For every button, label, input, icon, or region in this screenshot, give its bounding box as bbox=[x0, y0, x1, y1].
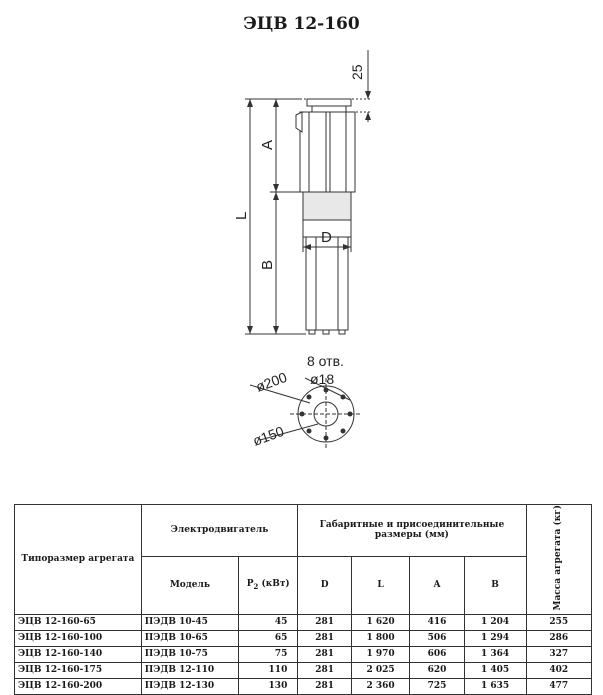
table-row bbox=[15, 662, 592, 678]
row-mass: 327 bbox=[526, 646, 591, 662]
row-l: 1 620 bbox=[351, 614, 410, 630]
row-model: ПЭДВ 10-45 bbox=[141, 614, 238, 630]
row-model: ПЭДВ 12-110 bbox=[141, 662, 238, 678]
col-a: A bbox=[410, 556, 464, 614]
row-mass: 255 bbox=[526, 614, 591, 630]
row-model: ПЭДВ 10-75 bbox=[141, 646, 238, 662]
col-mass: Масса агрегата (кг) bbox=[526, 505, 591, 615]
row-type: ЭЦВ 12-160-140 bbox=[15, 646, 142, 662]
col-l: L bbox=[351, 556, 410, 614]
dim-b: B bbox=[259, 259, 276, 270]
dim-a: A bbox=[259, 139, 276, 150]
row-a: 416 bbox=[410, 614, 464, 630]
row-p2: 45 bbox=[239, 614, 298, 630]
holes-label: 8 отв. bbox=[307, 353, 344, 369]
row-a: 620 bbox=[410, 662, 464, 678]
dim-l: L bbox=[233, 211, 250, 220]
page-title: ЭЦВ 12-160 bbox=[243, 14, 360, 34]
row-model: ПЭДВ 12-130 bbox=[141, 678, 238, 694]
row-b: 1 364 bbox=[464, 646, 526, 662]
row-a: 506 bbox=[410, 630, 464, 646]
row-mass: 286 bbox=[526, 630, 591, 646]
col-d: D bbox=[298, 556, 352, 614]
table-row bbox=[15, 630, 592, 646]
row-d: 281 bbox=[298, 678, 352, 694]
row-l: 1 970 bbox=[351, 646, 410, 662]
row-b: 1 405 bbox=[464, 662, 526, 678]
row-a: 606 bbox=[410, 646, 464, 662]
row-d: 281 bbox=[298, 646, 352, 662]
col-type: Типоразмер агрегата bbox=[15, 505, 142, 615]
dim-d: D bbox=[321, 229, 332, 246]
row-type: ЭЦВ 12-160-100 bbox=[15, 630, 142, 646]
row-p2: 130 bbox=[239, 678, 298, 694]
table-row bbox=[15, 614, 592, 630]
row-p2: 65 bbox=[239, 630, 298, 646]
row-b: 1 294 bbox=[464, 630, 526, 646]
row-mass: 477 bbox=[526, 678, 591, 694]
row-p2: 110 bbox=[239, 662, 298, 678]
row-type: ЭЦВ 12-160-200 bbox=[15, 678, 142, 694]
row-l: 2 360 bbox=[351, 678, 410, 694]
row-d: 281 bbox=[298, 630, 352, 646]
pump-body bbox=[300, 112, 355, 192]
row-a: 725 bbox=[410, 678, 464, 694]
row-p2: 75 bbox=[239, 646, 298, 662]
spec-table bbox=[14, 504, 592, 695]
table-row bbox=[15, 678, 592, 694]
row-type: ЭЦВ 12-160-175 bbox=[15, 662, 142, 678]
table-row bbox=[15, 646, 592, 662]
col-dims: Габаритные и присоединительные размеры (мм) bbox=[298, 505, 526, 557]
row-mass: 402 bbox=[526, 662, 591, 678]
row-type: ЭЦВ 12-160-65 bbox=[15, 614, 142, 630]
row-model: ПЭДВ 10-65 bbox=[141, 630, 238, 646]
col-p2: $P_2$ (кВт) bbox=[239, 556, 298, 614]
inner-d150: ø150 bbox=[250, 422, 287, 449]
col-model: Модель bbox=[141, 556, 238, 614]
row-d: 281 bbox=[298, 662, 352, 678]
col-b: B bbox=[464, 556, 526, 614]
col-motor: Электродвигатель bbox=[141, 505, 298, 557]
bolt-circle-d200: ø200 bbox=[253, 368, 290, 395]
row-b: 1 635 bbox=[464, 678, 526, 694]
row-l: 2 025 bbox=[351, 662, 410, 678]
row-l: 1 800 bbox=[351, 630, 410, 646]
strainer bbox=[303, 192, 351, 220]
row-b: 1 204 bbox=[464, 614, 526, 630]
dim-25: 25 bbox=[349, 64, 365, 80]
motor-body bbox=[306, 237, 348, 330]
outlet-flange bbox=[307, 99, 351, 106]
hole-diameter: ø18 bbox=[310, 371, 335, 387]
row-d: 281 bbox=[298, 614, 352, 630]
